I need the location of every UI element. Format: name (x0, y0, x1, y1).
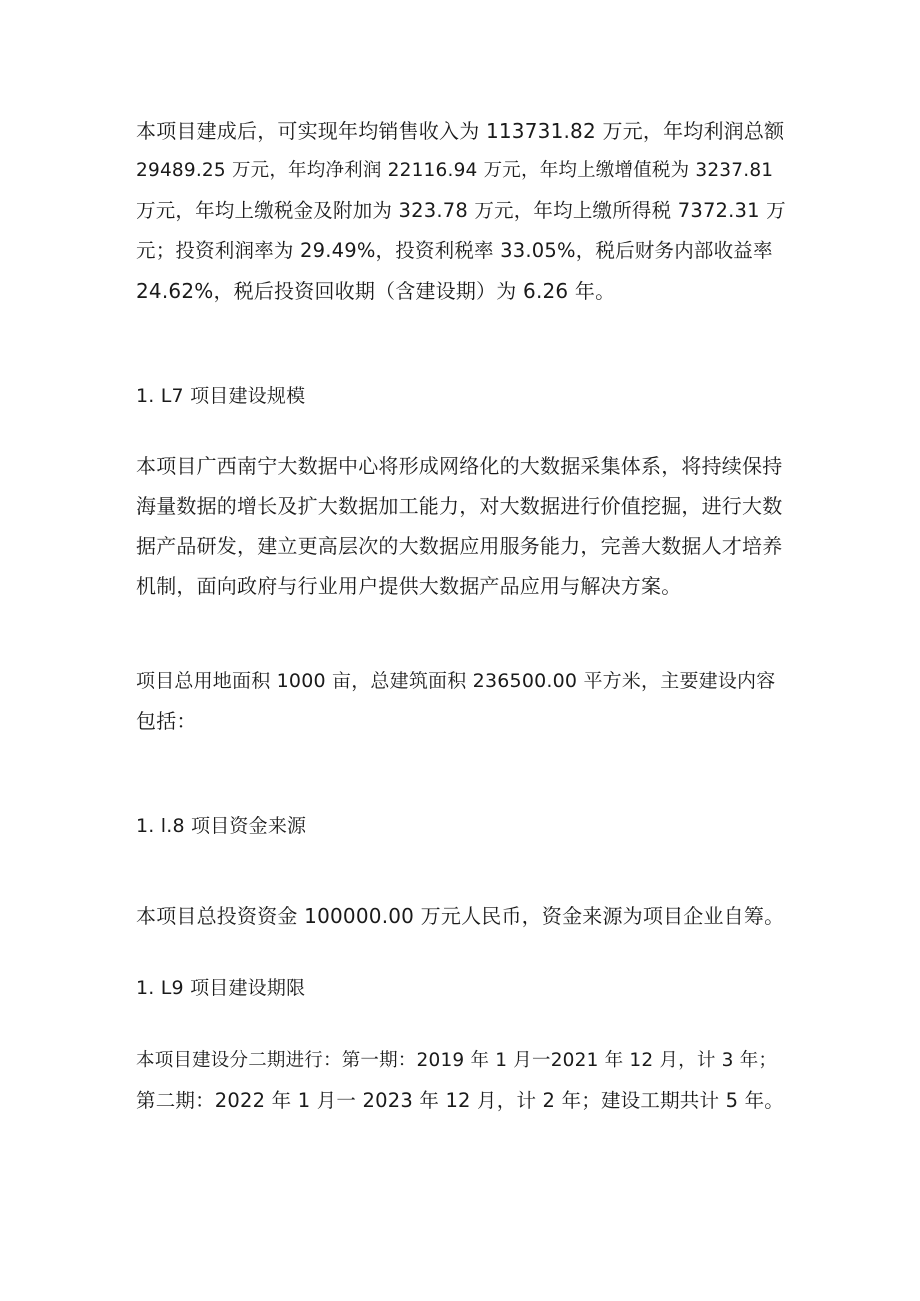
text-line: 海量数据的增长及扩大数据加工能力，对大数据进行价值挖掘，进行大数 (136, 494, 783, 518)
heading-text: 1. l.8 项目资金来源 (136, 815, 307, 837)
text-line: 24.62%，税后投资回收期（含建设期）为 6.26 年。 (136, 279, 616, 303)
paragraph-construction-schedule (136, 1041, 786, 1121)
section-heading-construction-scale (136, 376, 786, 416)
text-line: 元；投资利润率为 29.49%，投资利税率 33.05%，税后财务内部收益率 (136, 239, 773, 262)
text-line: 本项目广西南宁大数据中心将形成网络化的大数据采集体系，将持续保持 (136, 454, 783, 478)
paragraph-land-area (136, 661, 786, 741)
text-line: 包括： (136, 709, 197, 733)
heading-text: 1. L9 项目建设期限 (136, 977, 306, 999)
text-line: 第二期：2022 年 1 月一 2023 年 12 月，计 2 年；建设工期共计 5 年。 (136, 1089, 784, 1112)
text-line: 项目总用地面积 1000 亩，总建筑面积 236500.00 平方米，主要建设内容 (136, 670, 776, 692)
section-heading-construction-period (136, 968, 786, 1008)
heading-text: 1. L7 项目建设规模 (136, 385, 306, 407)
paragraph-funding (136, 896, 786, 936)
text-line: 本项目建成后，可实现年均销售收入为 113731.82 万元，年均利润总额 (136, 119, 785, 143)
text-line: 本项目建设分二期进行：第一期：2019 年 1 月一2021 年 12 月，计 3 年； (136, 1050, 778, 1071)
paragraph-project-description (136, 446, 786, 606)
text-line: 据产品研发，建立更高层次的大数据应用服务能力，完善大数据人才培养 (136, 534, 783, 558)
section-heading-funding-source (136, 806, 786, 846)
text-line: 机制，面向政府与行业用户提供大数据产品应用与解决方案。 (136, 574, 682, 598)
text-line: 万元，年均上缴税金及附加为 323.78 万元，年均上缴所得税 7372.31 万 (136, 199, 786, 222)
paragraph-financial-summary (136, 111, 786, 311)
text-line: 29489.25 万元，年均净利润 22116.94 万元，年均上缴增值税为 3237.81 (136, 160, 774, 181)
text-line: 本项目总投资资金 100000.00 万元人民币，资金来源为项目企业自筹。 (136, 904, 785, 928)
